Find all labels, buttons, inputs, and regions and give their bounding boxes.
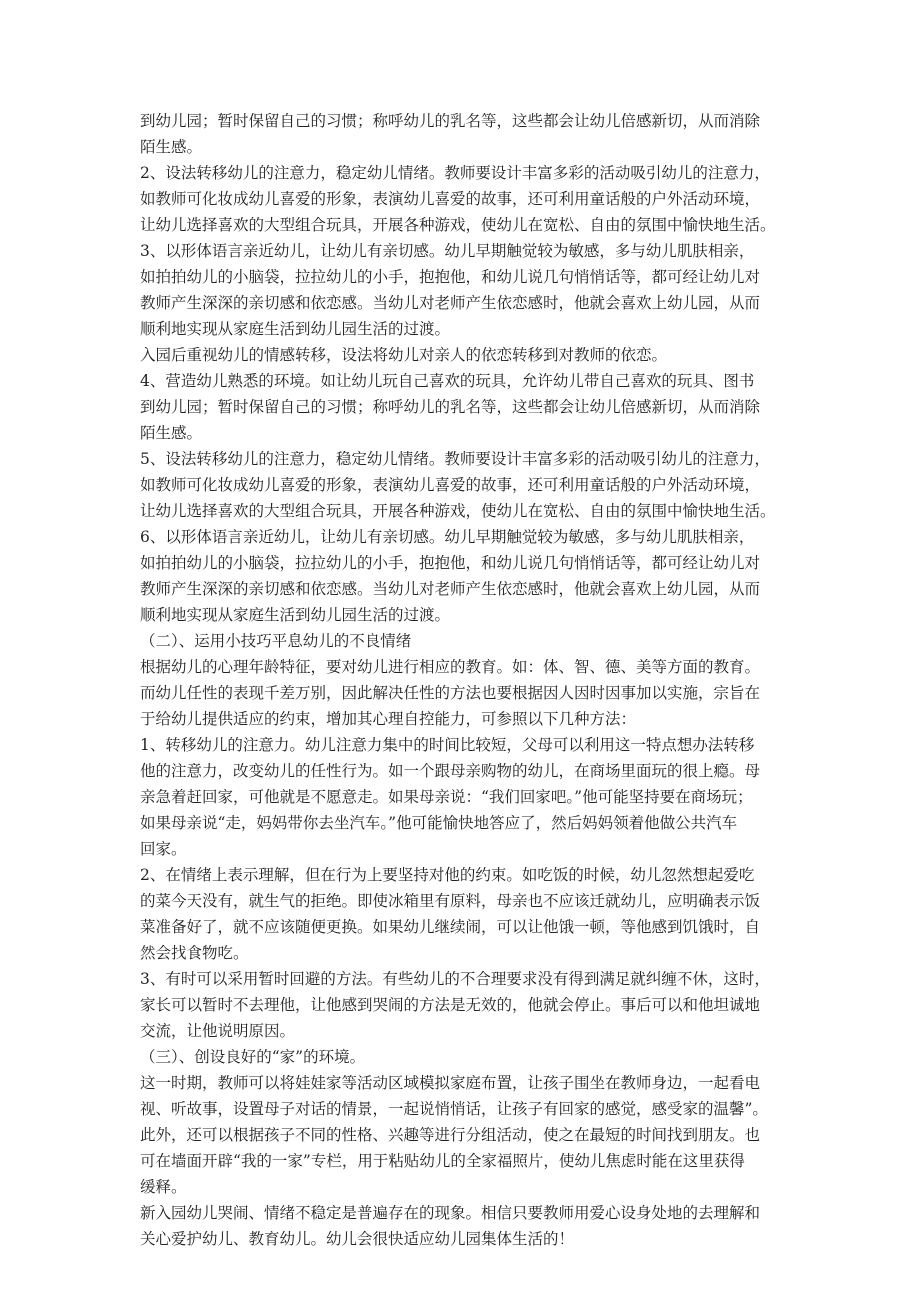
text-line: 而幼儿任性的表现千差万别，因此解决任性的方法也要根据因人因时因事加以实施，宗旨在 <box>140 684 761 702</box>
text-line: 关心爱护幼儿、教育幼儿。幼儿会很快适应幼儿园集体生活的！ <box>140 1230 575 1248</box>
text-line: 陌生感。 <box>140 138 203 156</box>
text-line: 如教师可化妆成幼儿喜爱的形象，表演幼儿喜爱的故事，还可利用童话般的户外活动环境， <box>140 190 761 208</box>
text-line: （二）、运用小技巧平息幼儿的不良情绪 <box>140 632 412 650</box>
text-line: 缓释。 <box>140 1178 187 1196</box>
text-line: 他的注意力，改变幼儿的任性行为。如一个跟母亲购物的幼儿，在商场里面玩的很上瘾。母 <box>140 762 761 780</box>
text-line: 5、设法转移幼儿的注意力，稳定幼儿情绪。教师要设计丰富多彩的活动吸引幼儿的注意力， <box>140 450 770 468</box>
text-line: 2、在情绪上表示理解，但在行为上要坚持对他的约束。如吃饭的时候，幼儿忽然想起爱吃 <box>140 866 755 884</box>
text-line: 教师产生深深的亲切感和依恋感。当幼儿对老师产生依恋感时，他就会喜欢上幼儿园，从而 <box>140 580 761 598</box>
text-line: 让幼儿选择喜欢的大型组合玩具，开展各种游戏，使幼儿在宽松、自由的氛围中愉快地生活。 <box>140 216 776 234</box>
text-line: 到幼儿园；暂时保留自己的习惯；称呼幼儿的乳名等，这些都会让幼儿倍感新切，从而消除 <box>140 398 761 416</box>
text-line: 教师产生深深的亲切感和依恋感。当幼儿对老师产生依恋感时，他就会喜欢上幼儿园，从而 <box>140 294 761 312</box>
text-line: 新入园幼儿哭闹、情绪不稳定是普遍存在的现象。相信只要教师用爱心设身处地的去理解和 <box>140 1204 761 1222</box>
text-line: 于给幼儿提供适应的约束，增加其心理自控能力，可参照以下几种方法： <box>140 710 637 728</box>
text-line: 然会找食物吃。 <box>140 944 249 962</box>
text-line: 如教师可化妆成幼儿喜爱的形象，表演幼儿喜爱的故事，还可利用童话般的户外活动环境， <box>140 476 761 494</box>
text-line: 家长可以暂时不去理他，让他感到哭闹的方法是无效的，他就会停止。事后可以和他坦诚地 <box>140 996 761 1014</box>
text-line: 交流，让他说明原因。 <box>140 1022 296 1040</box>
text-line: 这一时期，教师可以将娃娃家等活动区域模拟家庭布置，让孩子围坐在教师身边，一起看电 <box>140 1074 761 1092</box>
text-line: 顺利地实现从家庭生活到幼儿园生活的过渡。 <box>140 606 451 624</box>
text-line: 如拍拍幼儿的小脑袋，拉拉幼儿的小手，抱抱他，和幼儿说几句悄悄话等，都可经让幼儿对 <box>140 554 761 572</box>
text-line: （三）、创设良好的“家”的环境。 <box>140 1048 366 1066</box>
text-line: 回家。 <box>140 840 187 858</box>
text-line: 菜准备好了，就不应该随便更换。如果幼儿继续闹，可以让他饿一顿，等他感到饥饿时，自 <box>140 918 761 936</box>
text-line: 3、以形体语言亲近幼儿，让幼儿有亲切感。幼儿早期触觉较为敏感，多与幼儿肌肤相亲， <box>140 242 755 260</box>
text-line: 6、以形体语言亲近幼儿，让幼儿有亲切感。幼儿早期触觉较为敏感，多与幼儿肌肤相亲， <box>140 528 755 546</box>
text-line: 3、有时可以采用暂时回避的方法。有些幼儿的不合理要求没有得到满足就纠缠不休，这时， <box>140 970 770 988</box>
text-line: 入园后重视幼儿的情感转移，设法将幼儿对亲人的依恋转移到对教师的依恋。 <box>140 346 668 364</box>
text-line: 此外，还可以根据孩子不同的性格、兴趣等进行分组活动，使之在最短的时间找到朋友。也 <box>140 1126 761 1144</box>
text-line: 亲急着赶回家，可他就是不愿意走。如果母亲说：“我们回家吧。”他可能坚持要在商场玩； <box>140 788 753 806</box>
text-line: 到幼儿园；暂时保留自己的习惯；称呼幼儿的乳名等，这些都会让幼儿倍感新切，从而消除 <box>140 112 761 130</box>
text-line: 根据幼儿的心理年龄特征，要对幼儿进行相应的教育。如：体、智、德、美等方面的教育。 <box>140 658 761 676</box>
text-line: 顺利地实现从家庭生活到幼儿园生活的过渡。 <box>140 320 451 338</box>
text-line: 如果母亲说“走，妈妈带你去坐汽车。”他可能愉快地答应了，然后妈妈领着他做公共汽车 <box>140 814 738 832</box>
text-line: 让幼儿选择喜欢的大型组合玩具，开展各种游戏，使幼儿在宽松、自由的氛围中愉快地生活。 <box>140 502 776 520</box>
text-line: 的菜今天没有，就生气的拒绝。即使冰箱里有原料，母亲也不应该迁就幼儿，应明确表示饭 <box>140 892 761 910</box>
text-line: 1、转移幼儿的注意力。幼儿注意力集中的时间比较短，父母可以利用这一特点想办法转移 <box>140 736 755 754</box>
text-line: 可在墙面开辟“我的一家”专栏，用于粘贴幼儿的全家福照片，使幼儿焦虑时能在这里获得 <box>140 1152 745 1170</box>
text-line: 2、设法转移幼儿的注意力，稳定幼儿情绪。教师要设计丰富多彩的活动吸引幼儿的注意力， <box>140 164 770 182</box>
document-body <box>140 108 790 1252</box>
text-line: 如拍拍幼儿的小脑袋，拉拉幼儿的小手，抱抱他，和幼儿说几句悄悄话等，都可经让幼儿对 <box>140 268 761 286</box>
text-line: 陌生感。 <box>140 424 203 442</box>
text-line: 视、听故事，设置母子对话的情景，一起说悄悄话，让孩子有回家的感觉，感受家的温馨”。 <box>140 1100 768 1118</box>
text-line: 4、营造幼儿熟悉的环境。如让幼儿玩自己喜欢的玩具，允许幼儿带自己喜欢的玩具、图书 <box>140 372 755 390</box>
